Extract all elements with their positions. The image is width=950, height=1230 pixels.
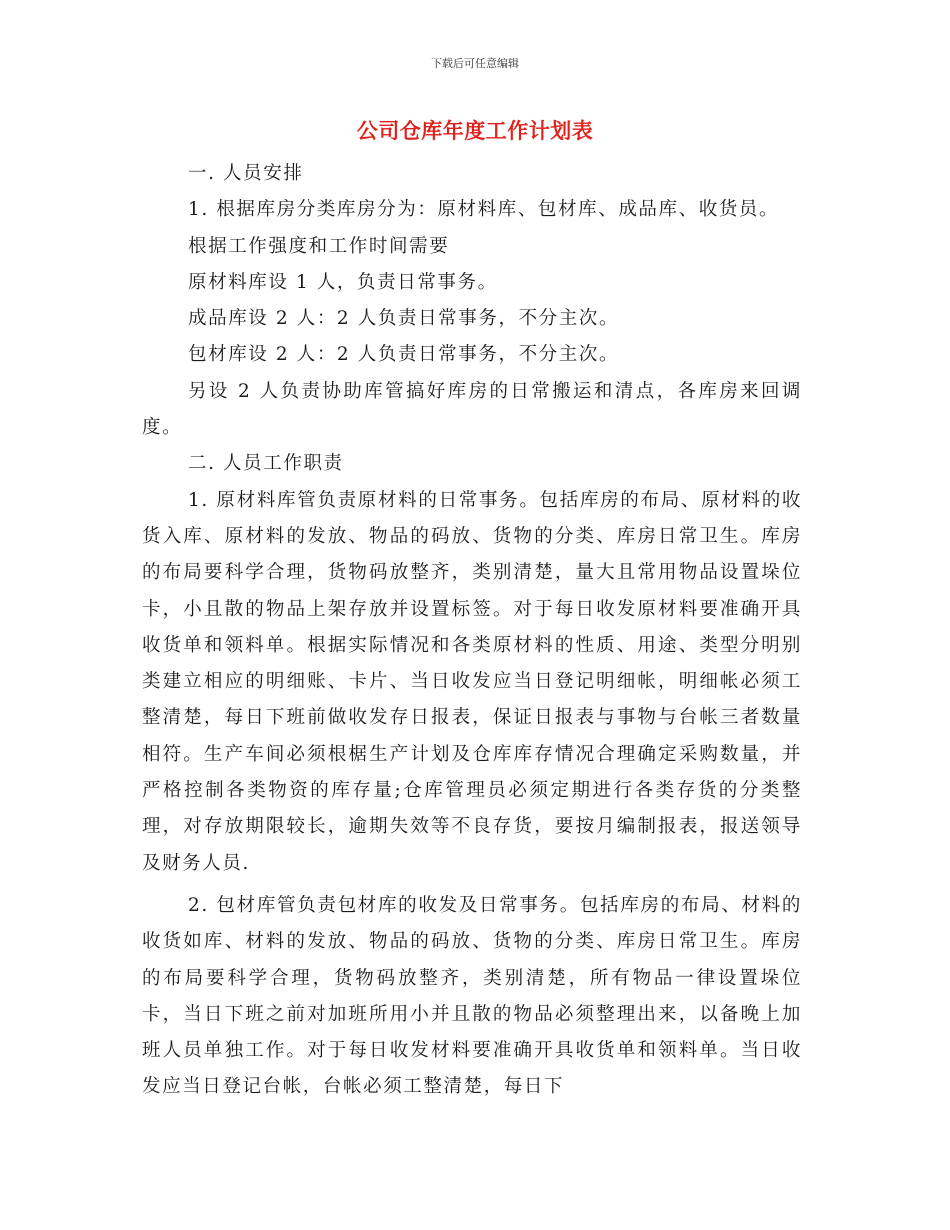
document-title: 公司仓库年度工作计划表 (356, 118, 594, 143)
paragraph-finished-goods-staff: 成品库设 2 人：2 人负责日常事务，不分主次。 (188, 308, 620, 330)
paragraph-support-staff: 另设 2 人负责协助库管搞好库房的日常搬运和清点，各库房来回调度。 (142, 380, 802, 439)
paragraph-raw-material-staff: 原材料库设 1 人，负责日常事务。 (188, 271, 498, 293)
document-body (142, 156, 802, 1106)
header-note: 下载后可任意编辑 (431, 57, 519, 70)
paragraph-workload-basis: 根据工作强度和工作时间需要 (188, 235, 450, 257)
paragraph-packaging-staff: 包材库设 2 人：2 人负责日常事务，不分主次。 (188, 344, 620, 366)
paragraph-packaging-duties: 2. 包材库管负责包材库的收发及日常事务。包括库房的布局、材料的收货如库、材料的发放、物品的码放、货物的分类、库房日常卫生。库房的布局要科学合理，货物码放整齐，类别清楚，所有物品一律设置垛位卡，当日下班之前对加班所用小并且散的物品必须整理出来，以备晚上加班人员单独工作。对于每日收发材料要准确开具收货单和领料单。当日收发应当日登记台帐，台帐必须工整清楚，每日下 (142, 894, 802, 1098)
paragraph-warehouse-categories: 1. 根据库房分类库房分为：原材料库、包材库、成品库、收货员。 (188, 199, 780, 221)
section-heading-staffing: 一. 人员安排 (188, 163, 304, 184)
paragraph-raw-material-duties: 1. 原材料库管负责原材料的日常事务。包括库房的布局、原材料的收货入库、原材料的发放、物品的码放、货物的分类、库房日常卫生。库房的布局要科学合理，货物码放整齐，类别清楚，量大且常用物品设置垛位卡，小且散的物品上架存放并设置标签。对于每日收发原材料要准确开具收货单和领料单。根据实际情况和各类原材料的性质、用途、类型分明别类建立相应的明细账、卡片、当日收发应当日登记明细帐，明细帐必须工整清楚，每日下班前做收发存日报表，保证日报表与事物与台帐三者数量相符。生产车间必须根椐生产计划及仓库库存情况合理确定采购数量，并严格控制各类物资的库存量;仓库管理员必须定期进行各类存货的分类整理，对存放期限较长，逾期失效等不良存货，要按月编制报表，报送领导及财务人员. (142, 489, 802, 874)
section-heading-duties: 二. 人员工作职责 (188, 453, 344, 475)
